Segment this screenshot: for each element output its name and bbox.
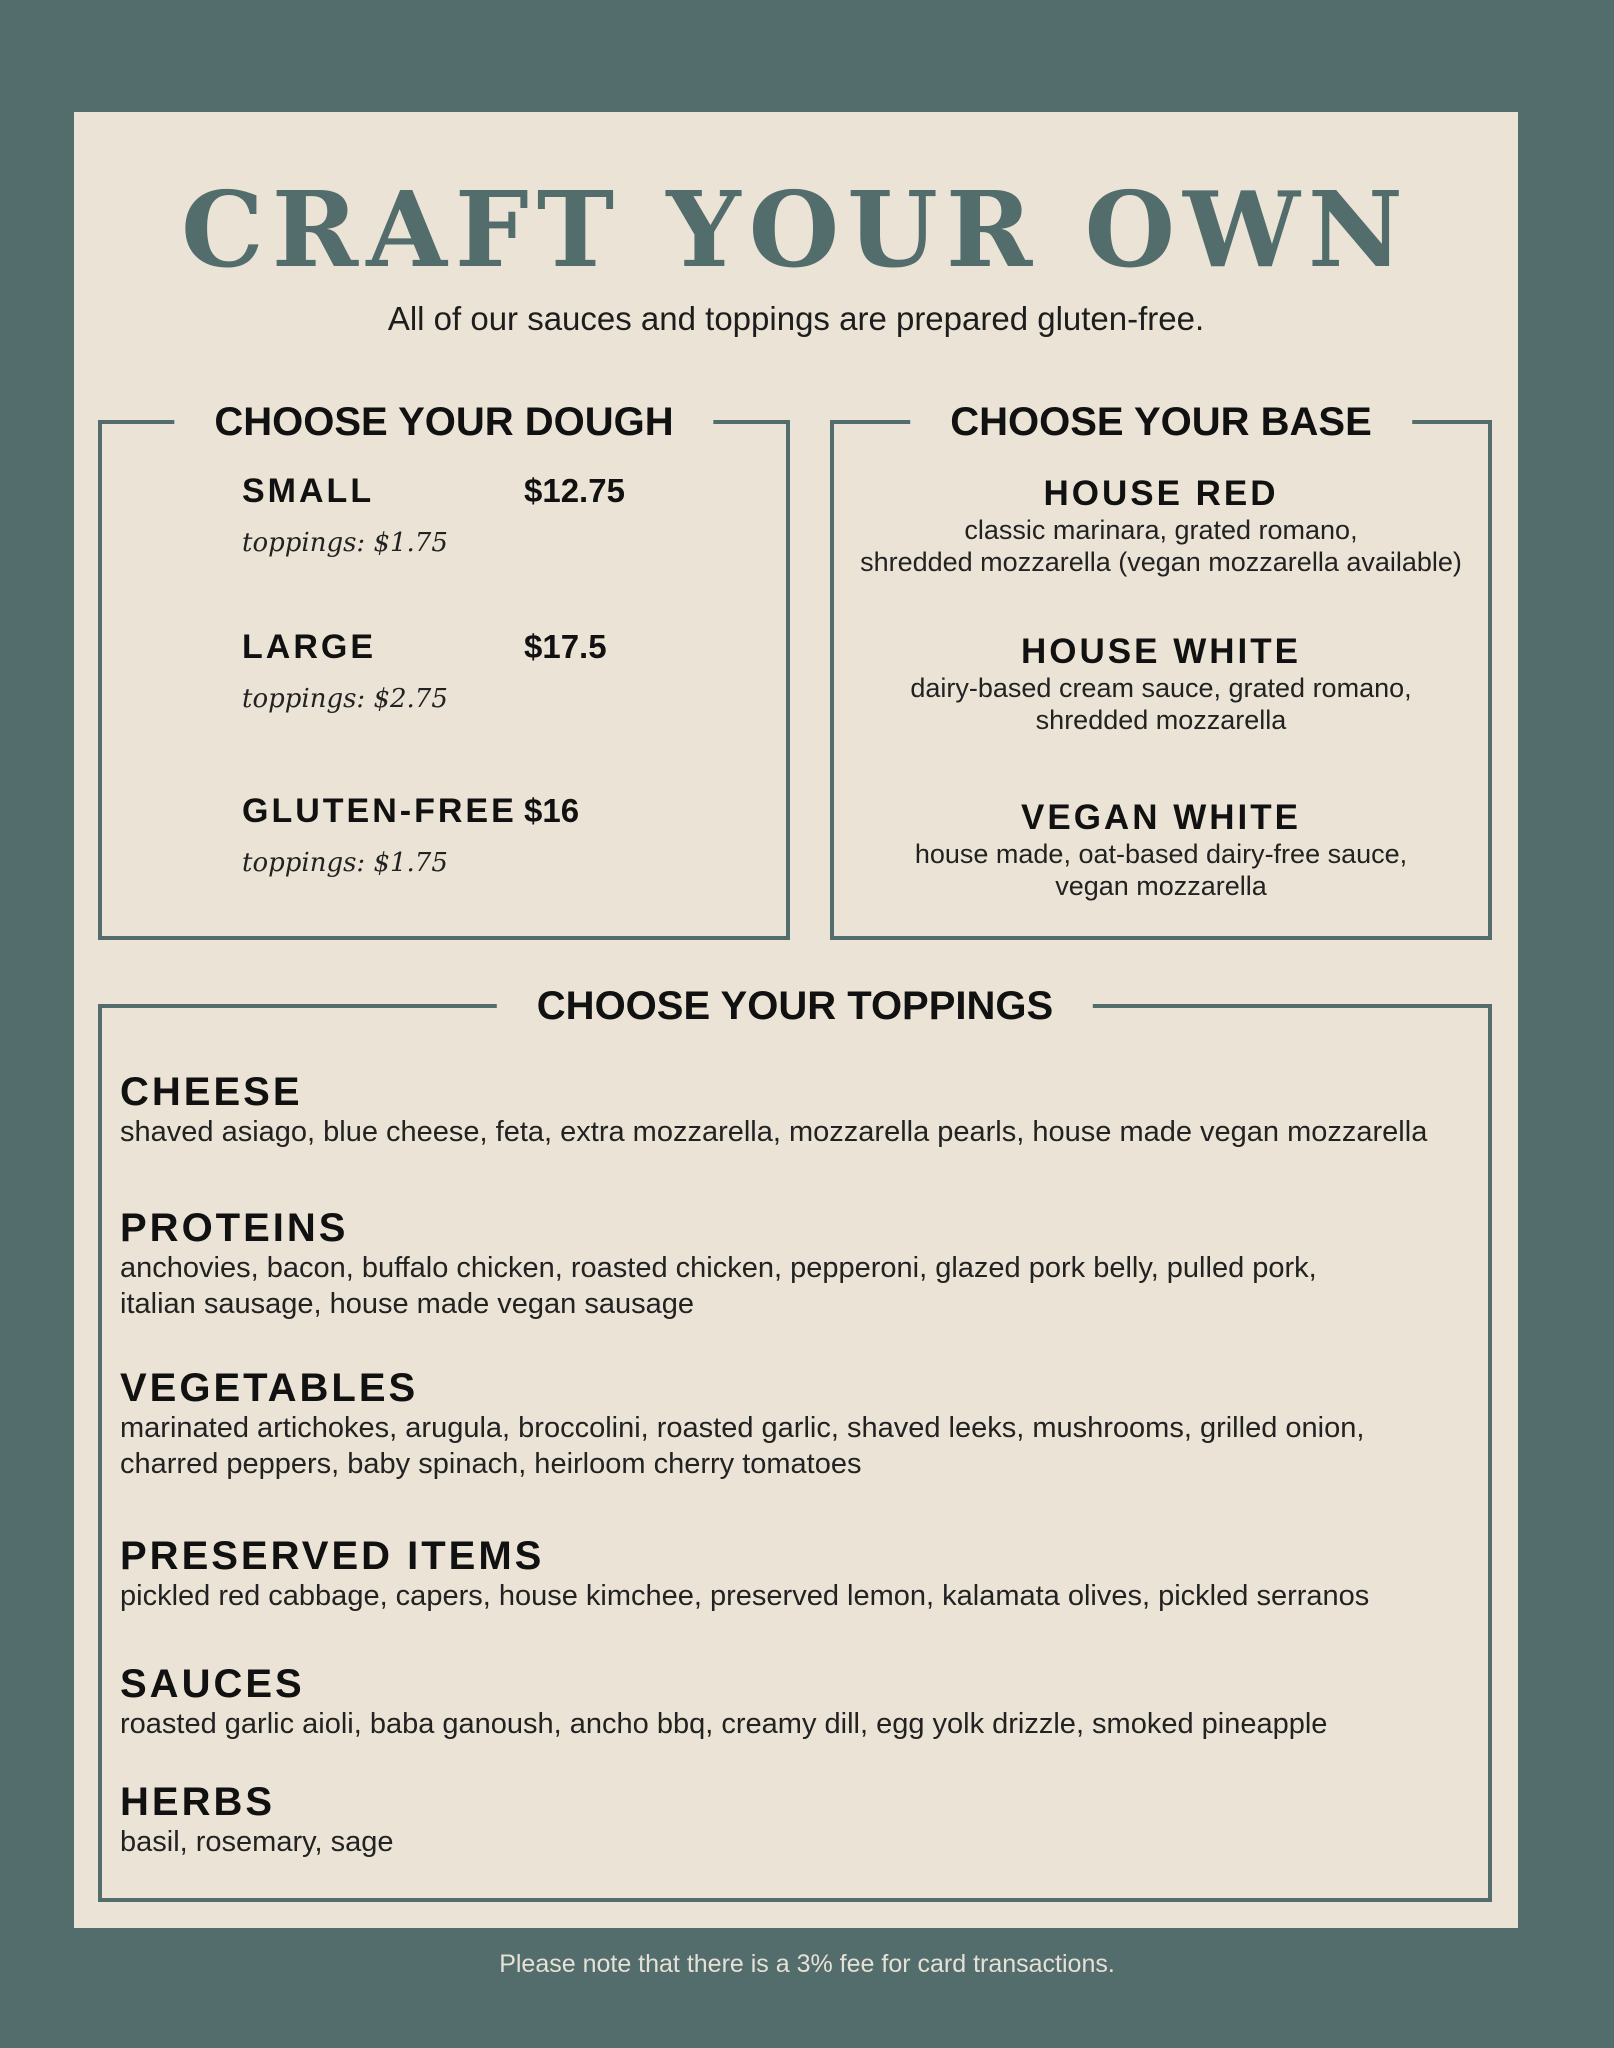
base-section bbox=[830, 400, 1492, 940]
toppings-section bbox=[98, 984, 1492, 1902]
base-item bbox=[834, 474, 1488, 578]
base-item-name: HOUSE RED bbox=[1043, 474, 1279, 513]
base-item-name: VEGAN WHITE bbox=[1021, 798, 1301, 837]
base-section-title: CHOOSE YOUR BASE bbox=[910, 394, 1412, 450]
base-item-name: HOUSE WHITE bbox=[1021, 632, 1301, 671]
page-title: CRAFT YOUR OWN bbox=[181, 168, 1411, 291]
base-item-desc: vegan mozzarella bbox=[1055, 871, 1267, 901]
topping-category bbox=[120, 1070, 1460, 1150]
dough-size-name: GLUTEN-FREE bbox=[242, 792, 517, 830]
topping-category bbox=[120, 1662, 1460, 1742]
topping-category-items: basil, rosemary, sage bbox=[120, 1826, 394, 1858]
base-item bbox=[834, 632, 1488, 736]
topping-category-name: PROTEINS bbox=[120, 1206, 349, 1250]
topping-category-items: roasted garlic aioli, baba ganoush, ancho bbq, creamy dill, egg yolk drizzle, smoked pineapple bbox=[120, 1708, 1328, 1740]
dough-size-price: $12.75 bbox=[524, 472, 625, 509]
dough-section bbox=[98, 400, 790, 940]
dough-section-title: CHOOSE YOUR DOUGH bbox=[174, 394, 713, 450]
dough-size-price: $16 bbox=[524, 792, 580, 829]
dough-size-price: $17.5 bbox=[524, 628, 607, 665]
topping-category-items: marinated artichokes, arugula, broccolini, roasted garlic, shaved leeks, mushrooms, grilled onion, bbox=[120, 1412, 1365, 1444]
topping-category-name: CHEESE bbox=[120, 1070, 303, 1114]
dough-size-toppings-price: toppings: $1.75 bbox=[242, 528, 448, 558]
dough-size-name: LARGE bbox=[242, 628, 376, 666]
topping-category-items: shaved asiago, blue cheese, feta, extra mozzarella, mozzarella pearls, house made vegan mozzarella bbox=[120, 1116, 1428, 1148]
base-item bbox=[834, 798, 1488, 902]
topping-category-items: italian sausage, house made vegan sausage bbox=[120, 1288, 694, 1320]
topping-category bbox=[120, 1206, 1460, 1322]
toppings-section-title: CHOOSE YOUR TOPPINGS bbox=[497, 978, 1093, 1034]
topping-category bbox=[120, 1534, 1460, 1614]
topping-category-name: VEGETABLES bbox=[120, 1366, 419, 1410]
topping-category-name: SAUCES bbox=[120, 1662, 305, 1706]
topping-category bbox=[120, 1780, 1460, 1860]
base-item-desc: shredded mozzarella (vegan mozzarella available) bbox=[860, 547, 1462, 577]
base-item-desc: house made, oat-based dairy-free sauce, bbox=[914, 839, 1408, 869]
dough-size-toppings-price: toppings: $2.75 bbox=[242, 684, 448, 714]
base-item-desc: classic marinara, grated romano, bbox=[964, 515, 1358, 545]
card-fee-note: Please note that there is a 3% fee for card transactions. bbox=[499, 1950, 1115, 1978]
topping-category-name: PRESERVED ITEMS bbox=[120, 1534, 545, 1578]
menu-card bbox=[74, 112, 1518, 1928]
topping-category-items: anchovies, bacon, buffalo chicken, roasted chicken, pepperoni, glazed pork belly, pulled pork, bbox=[120, 1252, 1317, 1284]
page-subtitle: All of our sauces and toppings are prepared gluten-free. bbox=[387, 300, 1205, 337]
dough-size-name: SMALL bbox=[242, 472, 375, 510]
topping-category-items: charred peppers, baby spinach, heirloom cherry tomatoes bbox=[120, 1448, 862, 1480]
topping-category-name: HERBS bbox=[120, 1780, 276, 1824]
base-item-desc: shredded mozzarella bbox=[1035, 705, 1287, 735]
topping-category bbox=[120, 1366, 1460, 1482]
topping-category-items: pickled red cabbage, capers, house kimchee, preserved lemon, kalamata olives, pickled serranos bbox=[120, 1580, 1370, 1612]
base-item-desc: dairy-based cream sauce, grated romano, bbox=[910, 673, 1412, 703]
dough-size-toppings-price: toppings: $1.75 bbox=[242, 848, 448, 878]
